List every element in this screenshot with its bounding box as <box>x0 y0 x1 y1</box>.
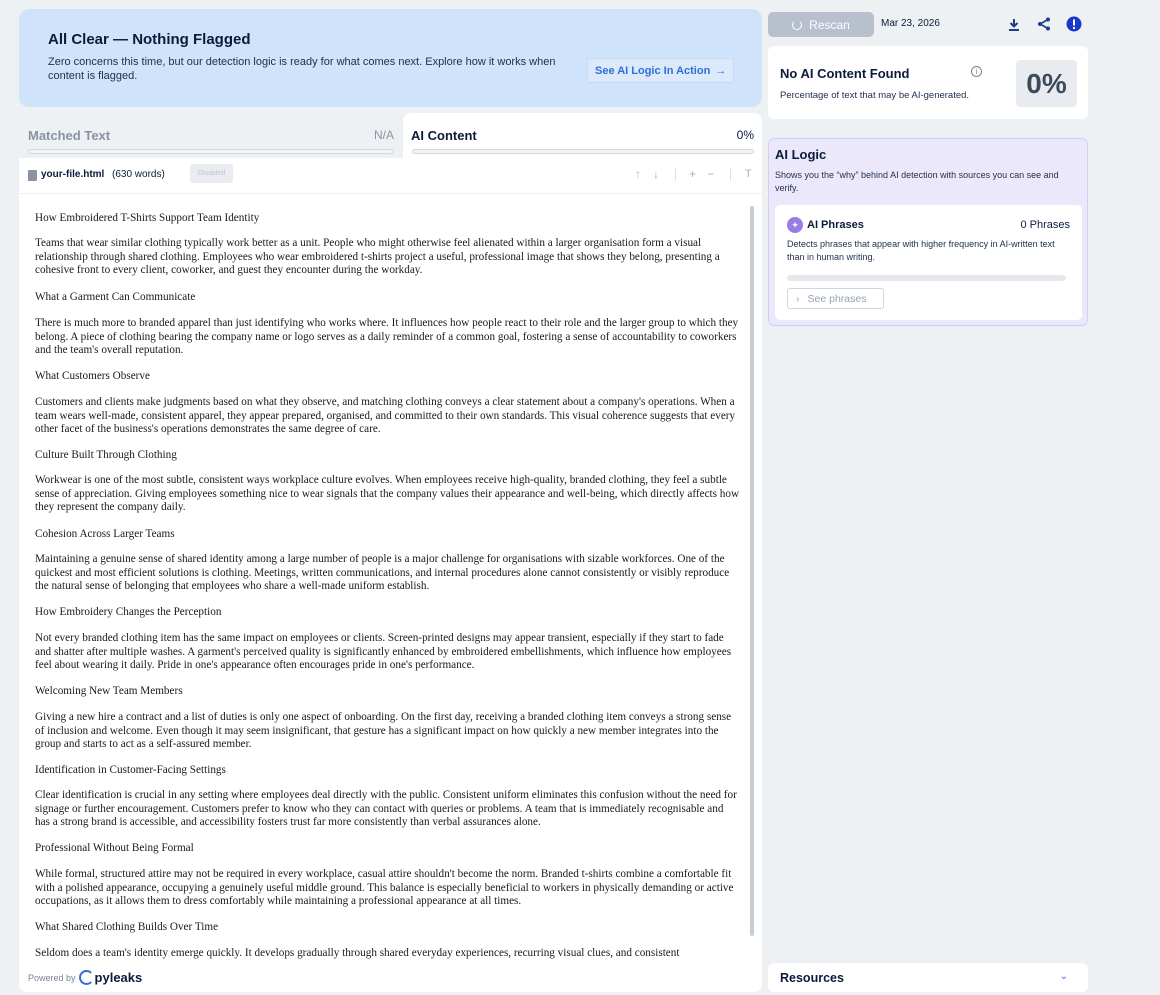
see-ai-logic-label: See AI Logic In Action <box>595 64 711 77</box>
arrow-down-icon[interactable]: ↓ <box>653 167 659 181</box>
doc-paragraph: Workwear is one of the most subtle, consistent ways workplace culture evolves. When employees receive high-quality, branded clothing, they feel a subtle sense of appreciation. Giving employees something nice to wear signals that the company values their appearance and well-being, which directly affects how they represent the company daily. <box>35 474 740 513</box>
file-name: your-file.html <box>41 169 105 180</box>
ai-progress-bar <box>412 149 754 154</box>
disabled-badge: Disabled <box>190 164 233 183</box>
refresh-icon <box>792 20 802 30</box>
see-phrases-button[interactable] <box>787 288 884 309</box>
resources-section[interactable] <box>768 963 1088 992</box>
doc-heading: Identification in Customer-Facing Settings <box>35 764 226 776</box>
matched-progress-bar <box>28 149 394 154</box>
document-text <box>19 195 752 968</box>
doc-heading: Cohesion Across Larger Teams <box>35 528 175 540</box>
file-icon <box>28 170 37 181</box>
doc-heading: What a Garment Can Communicate <box>35 291 196 303</box>
scan-date: Mar 23, 2026 <box>881 18 940 29</box>
report-panel <box>19 9 762 992</box>
arrow-right-icon: → <box>715 64 727 77</box>
doc-paragraph: Giving a new hire a contract and a list of duties is only one aspect of onboarding. On the first day, receiving a branded clothing item conveys a strong sense of inclusion and welcome. Even though it may seem insignificant, that gesture has a significant impact on how quickly a new member integrates into the group and starts to act as a self-assured member. <box>35 711 732 750</box>
text-size-icon[interactable]: T <box>745 168 752 180</box>
tab-matched-text[interactable] <box>19 113 402 163</box>
score-title: No AI Content Found <box>780 66 910 81</box>
ai-logic-title: AI Logic <box>775 147 827 162</box>
tab-ai-content[interactable] <box>403 113 762 163</box>
copyleaks-logo-icon <box>79 970 94 985</box>
arrow-up-icon[interactable]: ↑ <box>635 167 641 181</box>
doc-heading: How Embroidery Changes the Perception <box>35 606 222 618</box>
toolbar-divider <box>730 168 731 181</box>
doc-paragraph: Maintaining a genuine sense of shared identity among a large number of people is a major challenge for organisations with sizable workforces. One of the quickest and most efficient solutions is clothing. Meetings, written communications, and internal procedures alone cannot consistently or visibly reproduce the natural sense of belonging that employees who share a well-made uniform establish. <box>35 553 730 592</box>
document-viewer <box>19 158 762 992</box>
document-toolbar <box>19 158 762 194</box>
ai-phrases-description: Detects phrases that appear with higher frequency in AI-written text than in human writing. <box>787 239 1055 262</box>
doc-paragraph: Teams that wear similar clothing typically work better as a unit. People who might otherwise feel alienated within a larger organisation form a visual relationship through shared clothing. Employees who wear embroidered t-shirts project a useful, professional image that shows they belong, presenting a cohesive front to every client, coworker, and guest they encounter during the workday. <box>35 237 720 276</box>
copyleaks-logo <box>79 970 143 985</box>
result-tabs <box>19 113 762 163</box>
score-subtitle: Percentage of text that may be AI-generated. <box>780 90 970 101</box>
toolbar-divider <box>675 168 676 181</box>
powered-by-label: Powered by <box>28 972 76 983</box>
doc-paragraph: There is much more to branded apparel than just identifying who works where. It influences how people react to their role and the larger group to which they belong. A piece of clothing bearing the company name or logo serves as a daily reminder of a common goal, fostering a sense of accountability to coworkers and the team's overall reputation. <box>35 317 739 356</box>
ai-logic-subtitle: Shows you the “why” behind AI detection with sources you can see and verify. <box>775 170 1059 193</box>
ai-phrases-count: 0 Phrases <box>1020 219 1070 231</box>
tab-ai-label: AI Content <box>411 128 477 143</box>
download-icon[interactable] <box>1005 15 1023 33</box>
brand-name: pyleaks <box>94 970 143 985</box>
doc-paragraph: While formal, structured attire may not be required in every workplace, casual attire shouldn't become the norm. Branded t-shirts combine a comfortable fit with a polished appearance, occupying a genuinely useful middle ground. This balance is especially beneficial to workers in physically demanding or active occupations, as it allows them to dress comfortably while maintaining a professional appearance at all times. <box>35 868 734 907</box>
rescan-label: Rescan <box>809 17 850 32</box>
see-phrases-label: See phrases <box>807 292 867 305</box>
see-ai-logic-button[interactable] <box>587 58 734 83</box>
powered-by-footer <box>28 970 142 985</box>
ai-phrases-bar <box>787 275 1066 281</box>
sparkle-icon: ✦ <box>787 217 803 233</box>
info-icon[interactable]: i <box>971 66 982 77</box>
doc-paragraph: Clear identification is crucial in any setting where employees deal directly with the public. Consistent uniform eliminates this confusion without the need for signage or further encouragement. Customers prefer to know who they can contact with queries or problems. A team that is immediately recognisable and has a strong brand is accessible, and accessibility fosters trust far more consistently than verbal assurances alone. <box>35 789 737 828</box>
doc-heading: Welcoming New Team Members <box>35 685 183 697</box>
doc-heading: What Customers Observe <box>35 370 150 382</box>
rescan-button[interactable] <box>768 12 874 37</box>
ai-phrases-title: AI Phrases <box>807 219 864 231</box>
ai-phrases-card <box>775 205 1082 320</box>
share-icon[interactable] <box>1035 15 1053 33</box>
banner-text: Zero concerns this time, but our detection logic is ready for what comes next. Explore how it works when content is flagged. <box>48 56 556 82</box>
doc-paragraph: Seldom does a team's identity emerge quickly. It develops gradually through shared everyday experiences, recurring visual clues, and consistent <box>35 947 680 959</box>
chevron-right-icon: › <box>796 292 800 305</box>
doc-heading: What Shared Clothing Builds Over Time <box>35 921 219 933</box>
ai-logic-card <box>768 138 1088 326</box>
document-scrollbar[interactable] <box>750 206 754 936</box>
resources-label: Resources <box>780 971 844 985</box>
doc-paragraph: Not every branded clothing item has the same impact on employees or clients. Screen-printed designs may appear transient, especially if they start to fade and shatter after multiple washes. A garment's perceived quality is significantly enhanced by embroidered embellishments, which influence how employees feel about wearing it daily. Pride in one's appearance often encourages pride in one's performance. <box>35 632 732 671</box>
summary-panel <box>768 9 1089 992</box>
chevron-down-icon[interactable]: ⌄ <box>1059 971 1068 982</box>
zoom-in-icon[interactable]: + <box>689 167 697 181</box>
banner-title: All Clear — Nothing Flagged <box>48 31 251 48</box>
alert-icon[interactable] <box>1065 15 1083 33</box>
doc-paragraph: Customers and clients make judgments based on what they observe, and matching clothing conveys a clear statement about a company's operations. When a team wears well-made, consistent apparel, they appear prepared, organised, and committed to their own standards. This visual coherence suggests that every other facet of the business's operations demonstrates the same degree of care. <box>35 396 736 435</box>
doc-heading: How Embroidered T-Shirts Support Team Identity <box>35 212 260 224</box>
tab-ai-value: 0% <box>736 128 754 142</box>
doc-heading: Professional Without Being Formal <box>35 842 194 854</box>
doc-heading: Culture Built Through Clothing <box>35 449 177 461</box>
tab-matched-value: N/A <box>373 128 394 142</box>
tab-matched-label: Matched Text <box>28 128 111 143</box>
zoom-out-icon[interactable]: − <box>707 167 715 181</box>
all-clear-banner <box>19 9 762 107</box>
word-count: (630 words) <box>112 169 165 180</box>
ai-score-value: 0% <box>1016 60 1077 107</box>
ai-score-card <box>768 46 1088 119</box>
